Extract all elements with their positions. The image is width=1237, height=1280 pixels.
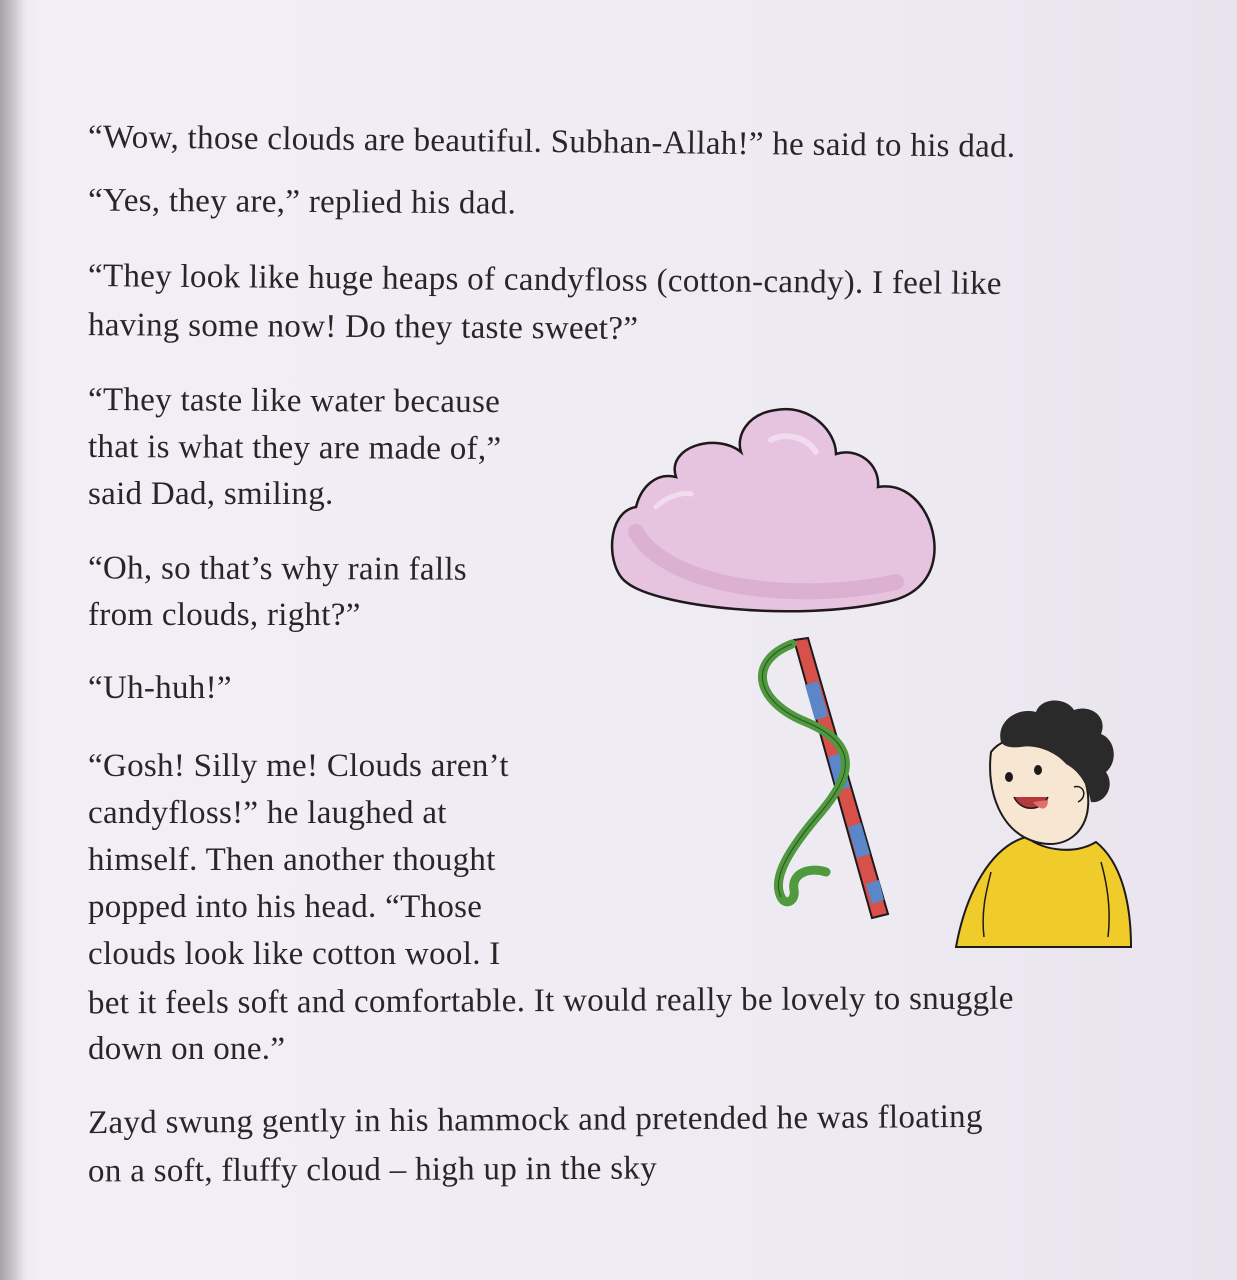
story-line: “They look like huge heaps of candyfloss (cotton-candy). I feel like — [87, 258, 1002, 302]
story-line: said Dad, smiling. — [88, 476, 334, 512]
story-line: clouds look like cotton wool. I — [88, 936, 501, 972]
shirt-icon — [956, 837, 1131, 947]
story-line: that is what they are made of,” — [87, 428, 502, 468]
story-line: “Oh, so that’s why rain falls — [87, 550, 468, 588]
candyfloss-icon — [612, 409, 934, 611]
story-line: “They taste like water because — [87, 381, 501, 421]
story-line: “Yes, they are,” replied his dad. — [87, 182, 517, 222]
story-line: “Wow, those clouds are beautiful. Subhan-Allah!” he said to his dad. — [87, 119, 1016, 165]
story-line: “Uh-huh!” — [88, 670, 232, 706]
story-line: from clouds, right?” — [88, 597, 361, 633]
story-line: having some now! Do they taste sweet?” — [87, 307, 639, 347]
story-line: popped into his head. “Those — [88, 889, 483, 925]
story-line: on a soft, fluffy cloud – high up in the sky — [87, 1150, 658, 1190]
story-line: “Gosh! Silly me! Clouds aren’t — [88, 748, 509, 784]
story-line: Zayd swung gently in his hammock and pretended he was floating — [87, 1098, 983, 1142]
story-line: down on one.” — [88, 1031, 286, 1067]
boy-figure — [956, 700, 1131, 947]
story-line: himself. Then another thought — [88, 842, 496, 878]
story-line: candyfloss!” he laughed at — [88, 795, 447, 831]
story-line: bet it feels soft and comfortable. It would really be lovely to snuggle — [87, 980, 1014, 1022]
page-gutter-shadow — [0, 0, 26, 1280]
candyfloss-boy-illustration — [596, 392, 1156, 962]
